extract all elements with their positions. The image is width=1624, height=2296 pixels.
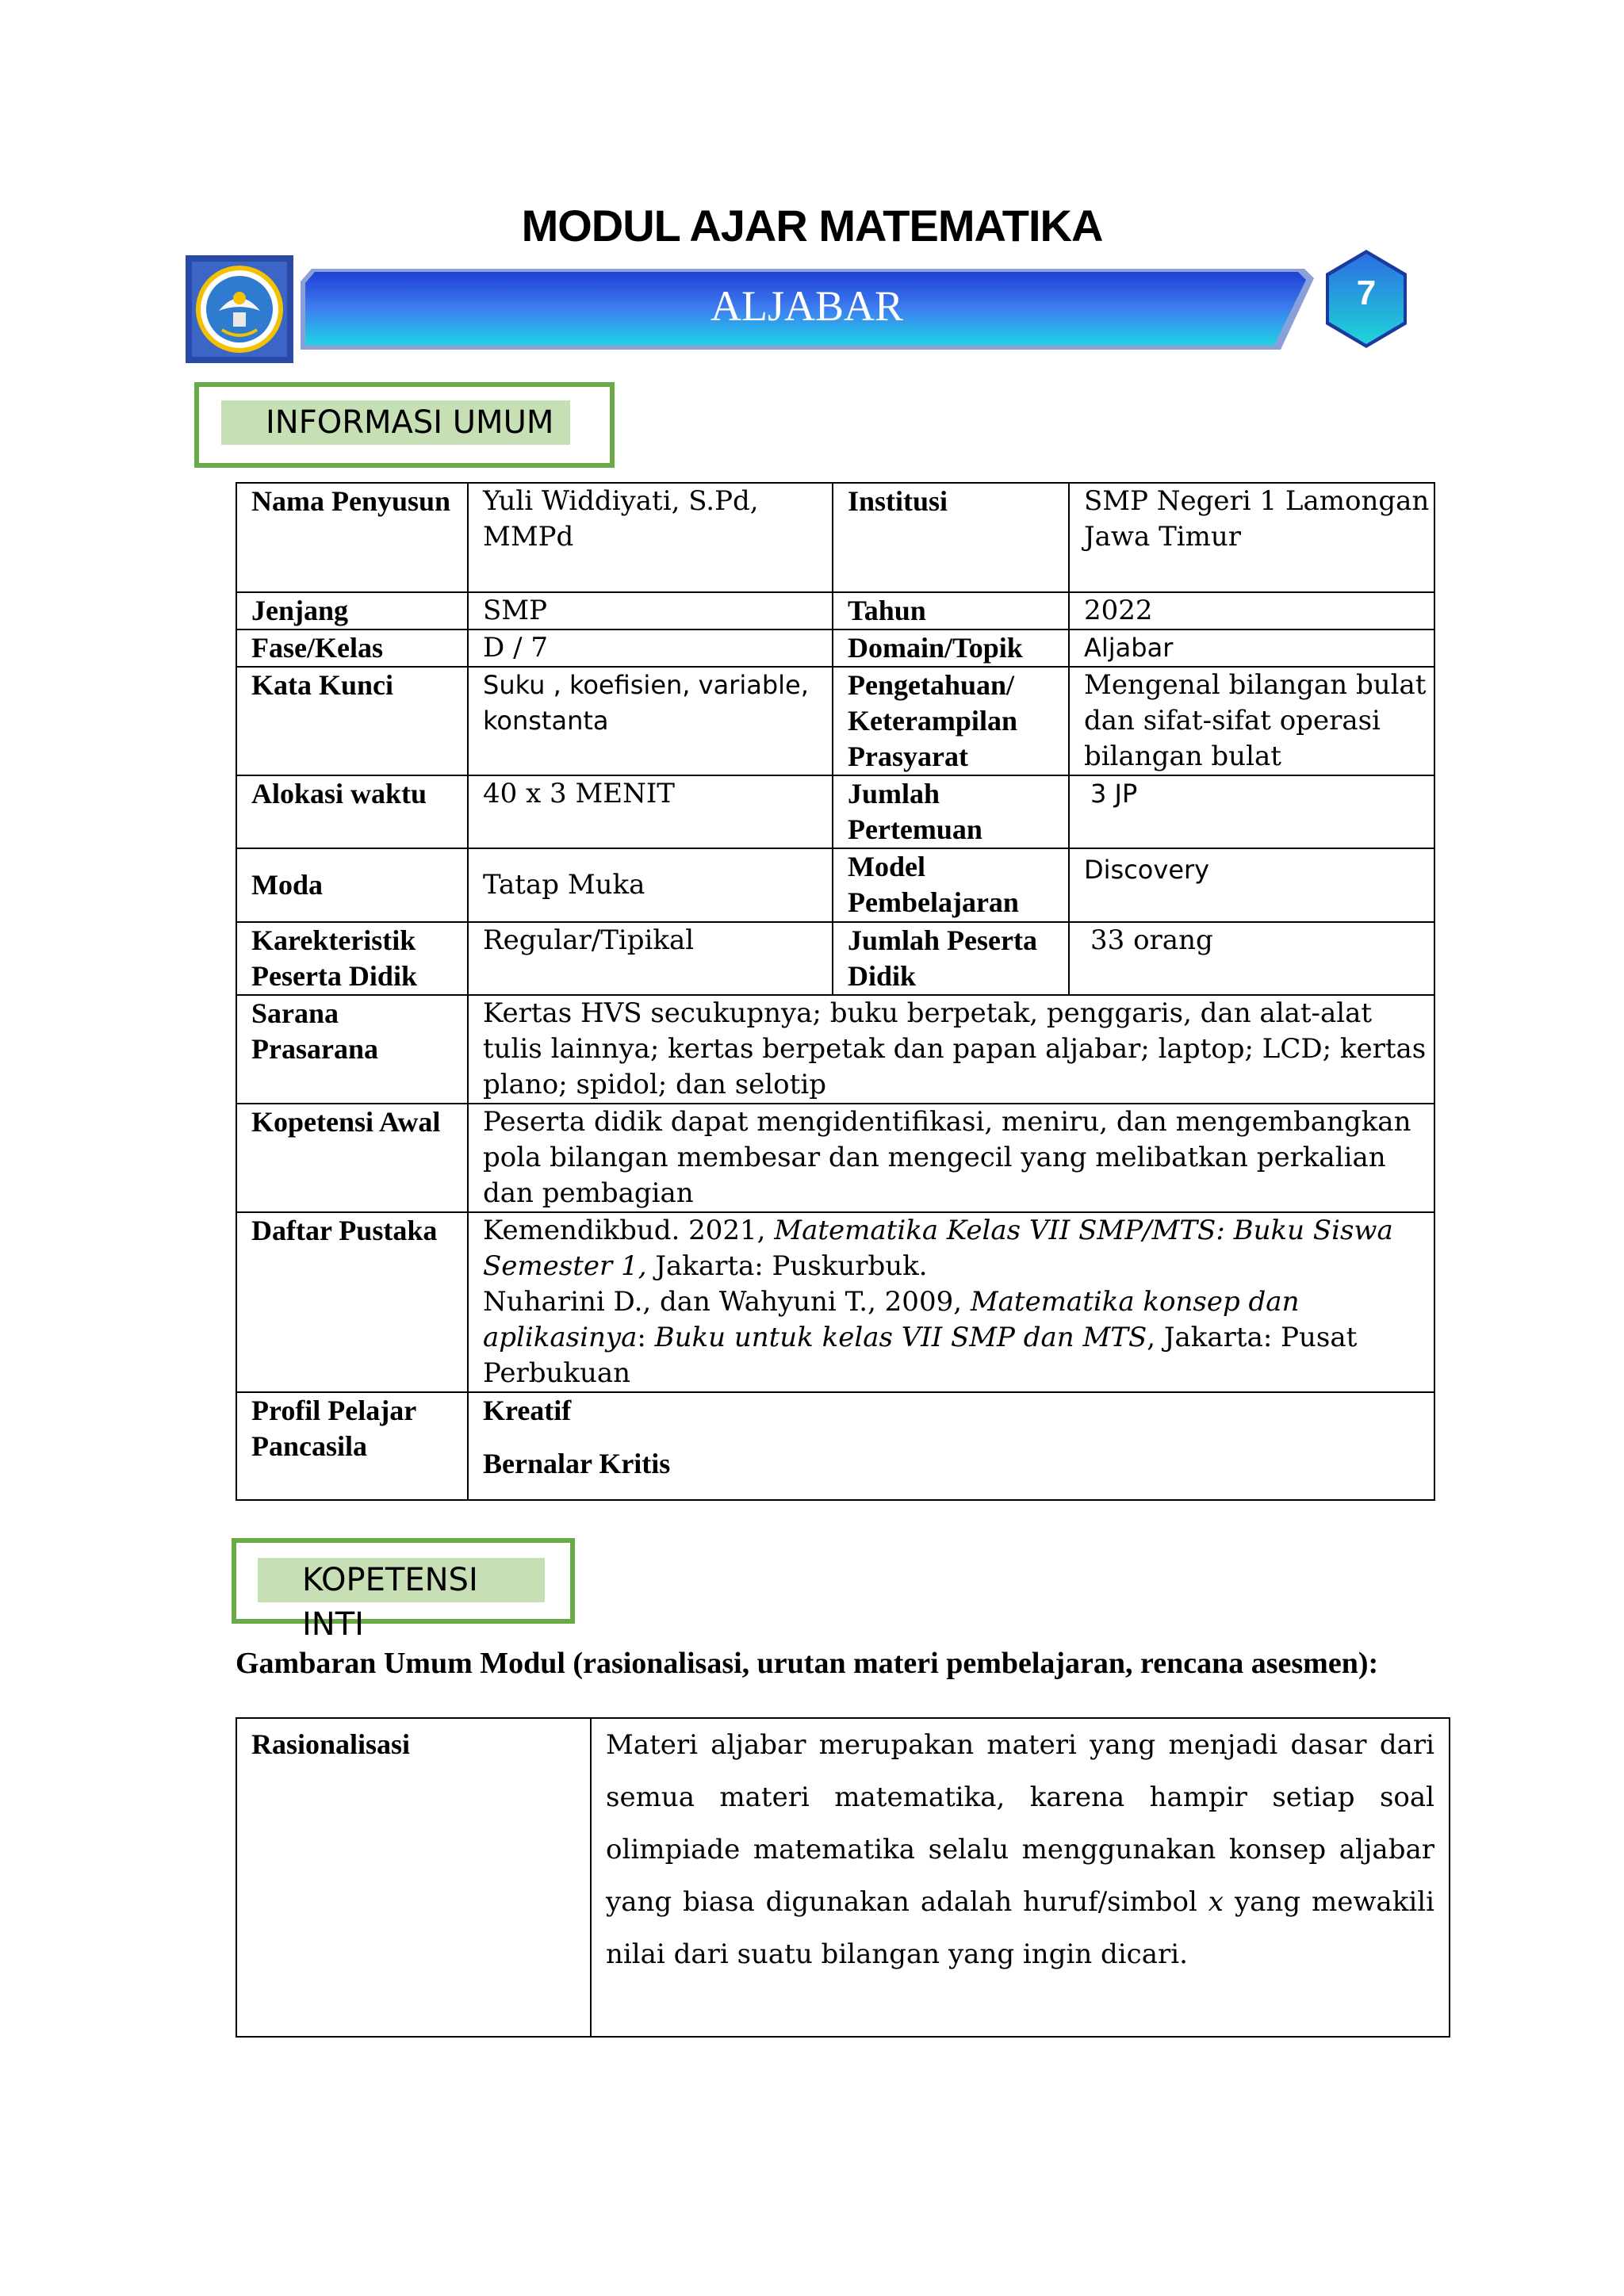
domain-label: Domain/Topik <box>833 629 1069 667</box>
model-label: Model Pembelajaran <box>833 848 1069 922</box>
pustaka-1-title: Matematika Kelas VII SMP/MTS: Buku Siswa Semester 1, <box>483 1215 1393 1282</box>
pustaka-2-publisher: , Jakarta: Pusat Perbukuan <box>483 1322 1358 1389</box>
kata-kunci-value: Suku , koefisien, variable, konstanta <box>468 667 833 775</box>
tahun-label: Tahun <box>833 592 1069 629</box>
nama-label: Nama Penyusun <box>236 483 468 592</box>
rasionalisasi-label: Rasionalisasi <box>236 1718 591 2037</box>
rasionalisasi-text <box>591 1718 1450 2037</box>
prasyarat-value: Mengenal bilangan bulat dan sifat-sifat operasi bilangan bulat <box>1069 667 1434 775</box>
document-title: MODUL AJAR MATEMATIKA <box>521 201 1103 251</box>
pustaka-2-colon: : <box>637 1322 646 1353</box>
table-row <box>236 483 1434 592</box>
karakteristik-label: Karekteristik Peserta Didik <box>236 922 468 995</box>
rasionalisasi-text-b: yang mewakili nilai dari suatu bilangan yang ingin dicari. <box>606 1886 1434 1970</box>
rasionalisasi-text-a: Materi aljabar merupakan materi yang menjadi dasar dari semua materi matematika, karena hampir setiap soal olimpiade matematika selalu menggunakan konsep aljabar yang biasa digunakan adalah huruf/simbol <box>606 1729 1434 1918</box>
rasionalisasi-table <box>236 1717 1450 2038</box>
profil-value <box>468 1392 1434 1500</box>
tut-wuri-handayani-logo <box>184 254 295 365</box>
pertemuan-label: Jumlah Pertemuan <box>833 775 1069 848</box>
kopetensi-inti-section <box>232 1538 575 1643</box>
table-row <box>236 995 1434 1104</box>
banner-title: ALJABAR <box>710 282 904 330</box>
kopetensi-inti-heading: KOPETENSI INTI <box>258 1558 545 1602</box>
sarana-value: Kertas HVS secukupnya; buku berpetak, penggaris, dan alat-alat tulis lainnya; kertas berpetak dan papan aljabar; laptop; LCD; kertas plano; spidol; dan selotip <box>468 995 1434 1104</box>
tahun-value: 2022 <box>1069 592 1434 629</box>
fase-value: D / 7 <box>468 629 833 667</box>
jenjang-value: SMP <box>468 592 833 629</box>
institusi-value: SMP Negeri 1 Lamongan Jawa Timur <box>1069 483 1434 592</box>
table-row <box>236 848 1434 922</box>
grade-number: 7 <box>1356 274 1377 312</box>
jenjang-label: Jenjang <box>236 592 468 629</box>
pustaka-1-text: Kemendikbud. 2021, <box>483 1215 775 1246</box>
kata-kunci-label: Kata Kunci <box>236 667 468 775</box>
informasi-umum-table <box>236 482 1435 1501</box>
domain-value: Aljabar <box>1069 629 1434 667</box>
table-row <box>236 1392 1434 1500</box>
informasi-umum-heading: INFORMASI UMUM <box>221 400 570 445</box>
jumlah-peserta-value: 33 orang <box>1069 922 1434 995</box>
nama-value: Yuli Widdiyati, S.Pd, MMPd <box>468 483 833 592</box>
pustaka-1-publisher: Jakarta: Puskurbuk. <box>646 1250 928 1282</box>
table-row <box>236 1718 1450 2037</box>
pustaka-2-title: Matematika konsep dan aplikasinya <box>483 1286 1300 1353</box>
gambaran-umum-heading: Gambaran Umum Modul (rasionalisasi, urutan materi pembelajaran, rencana asesmen): <box>236 1647 1379 1680</box>
table-row <box>236 922 1434 995</box>
pustaka-2-subtitle: Buku untuk kelas VII SMP dan MTS <box>654 1322 1147 1353</box>
moda-label: Moda <box>236 848 468 922</box>
kopetensi-awal-label: Kopetensi Awal <box>236 1104 468 1212</box>
table-row <box>236 1104 1434 1212</box>
pustaka-2-text: Nuharini D., dan Wahyuni T., 2009, <box>483 1286 971 1318</box>
pertemuan-value: 3 JP <box>1069 775 1434 848</box>
sarana-label: Sarana Prasarana <box>236 995 468 1104</box>
alokasi-value: 40 x 3 MENIT <box>468 775 833 848</box>
table-row <box>236 667 1434 775</box>
fase-label: Fase/Kelas <box>236 629 468 667</box>
model-value: Discovery <box>1069 848 1434 922</box>
moda-value: Tatap Muka <box>468 848 833 922</box>
profil-item-kreatif: Kreatif <box>483 1395 572 1426</box>
jumlah-peserta-label: Jumlah Peserta Didik <box>833 922 1069 995</box>
alokasi-label: Alokasi waktu <box>236 775 468 848</box>
prasyarat-label: Pengetahuan/ Keterampilan Prasyarat <box>833 667 1069 775</box>
profil-label: Profil Pelajar Pancasila <box>236 1392 468 1500</box>
table-row <box>236 629 1434 667</box>
karakteristik-value: Regular/Tipikal <box>468 922 833 995</box>
kopetensi-awal-value: Peserta didik dapat mengidentifikasi, meniru, dan mengembangkan pola bilangan membesar dan mengecil yang melibatkan perkalian dan pembagian <box>468 1104 1434 1212</box>
table-row <box>236 1212 1434 1392</box>
daftar-pustaka-value <box>468 1212 1434 1392</box>
informasi-umum-section <box>194 382 615 468</box>
institusi-label: Institusi <box>833 483 1069 592</box>
daftar-pustaka-label: Daftar Pustaka <box>236 1212 468 1392</box>
rasionalisasi-variable: x <box>1208 1886 1224 1918</box>
table-row <box>236 592 1434 629</box>
profil-item-bernalar: Bernalar Kritis <box>483 1448 671 1479</box>
table-row <box>236 775 1434 848</box>
